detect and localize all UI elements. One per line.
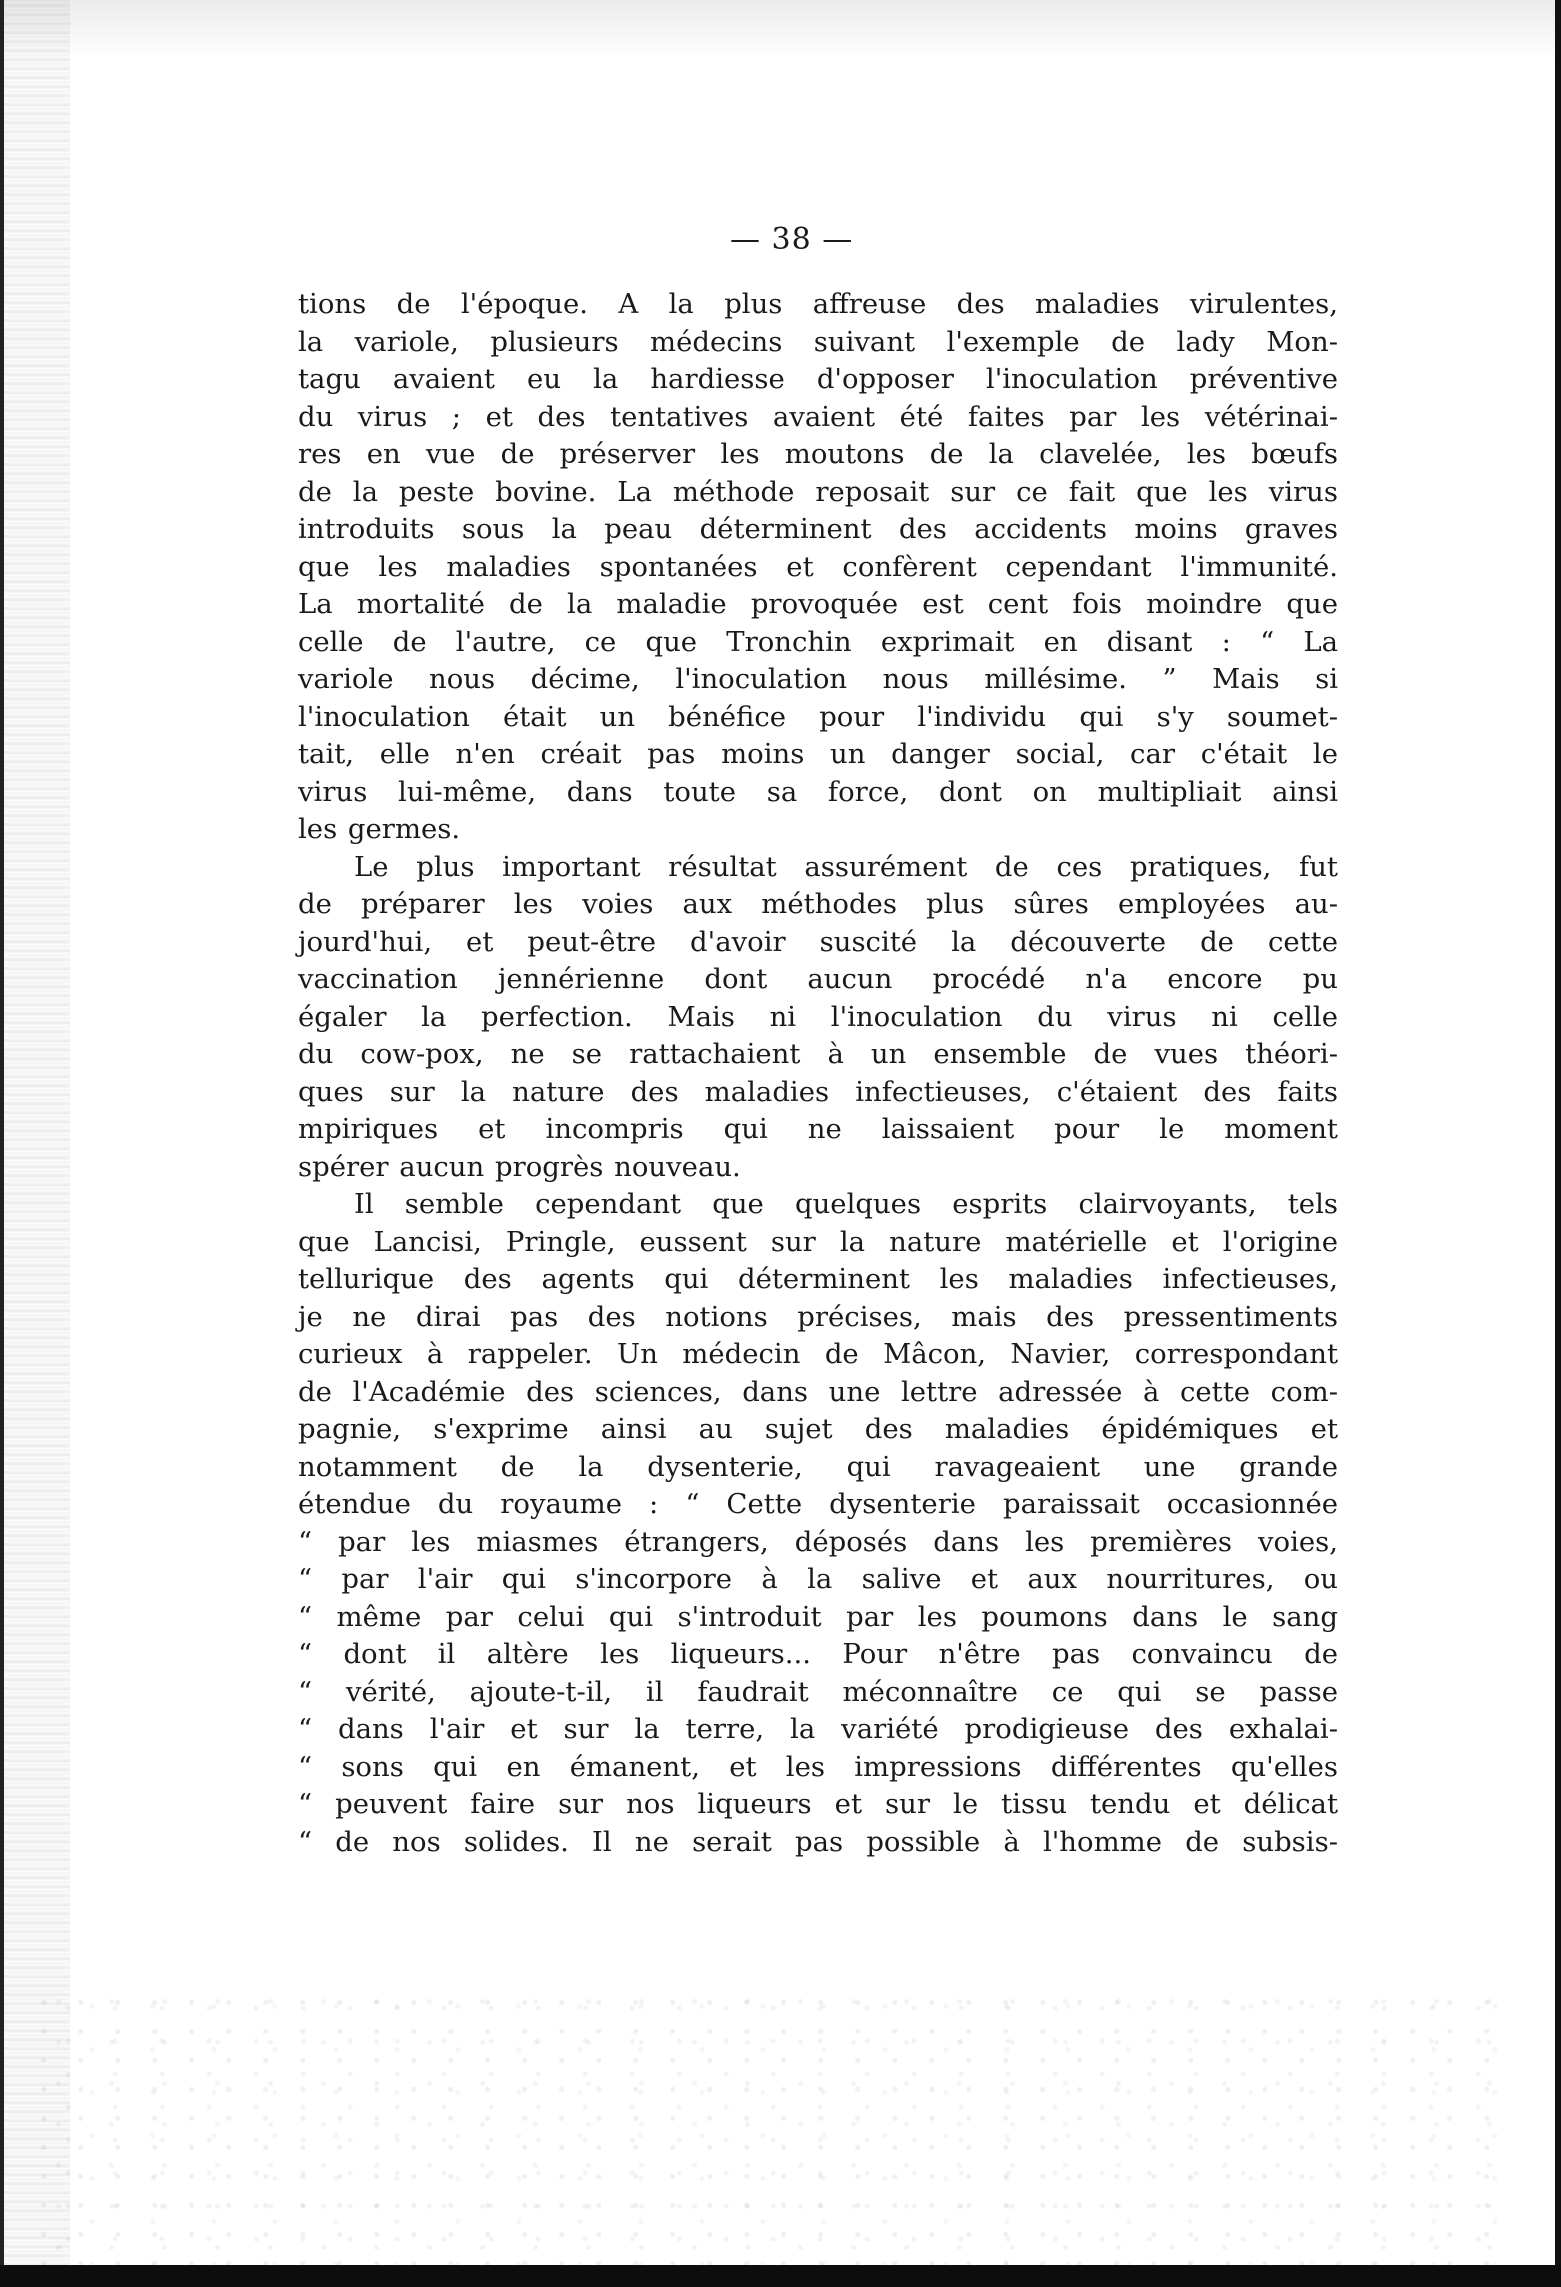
text-line: notamment de la dysenterie, qui ravageaient une grande xyxy=(298,1450,1338,1483)
text-line: de la peste bovine. La méthode reposait sur ce fait que les virus xyxy=(298,475,1338,508)
text-line: que les maladies spontanées et confèrent cependant l'immunité. xyxy=(298,550,1338,583)
text-line: ques sur la nature des maladies infectieuses, c'étaient des faits xyxy=(298,1075,1338,1108)
body-text xyxy=(298,286,1338,1861)
text-line-quote: “ dans l'air et sur la terre, la variété prodigieuse des exhalai- xyxy=(298,1713,1338,1745)
text-line-paragraph-end: les germes. xyxy=(298,813,461,845)
text-line: tait, elle n'en créait pas moins un danger social, car c'était le xyxy=(298,738,1338,770)
text-line: tions de l'époque. A la plus affreuse des maladies virulentes, xyxy=(298,288,1338,320)
scan-bottom-edge xyxy=(0,2265,1561,2287)
text-line: de préparer les voies aux méthodes plus sûres employées au- xyxy=(298,888,1338,920)
text-line-quote: “ vérité, ajoute-t-il, il faudrait méconnaître ce qui se passe xyxy=(298,1675,1338,1708)
text-line: celle de l'autre, ce que Tronchin exprimait en disant : “ La xyxy=(298,625,1338,658)
text-line: La mortalité de la maladie provoquée est cent fois moindre que xyxy=(298,588,1338,620)
text-line: pagnie, s'exprime ainsi au sujet des maladies épidémiques et xyxy=(298,1413,1338,1445)
text-line-quote: “ par les miasmes étrangers, déposés dans les premières voies, xyxy=(298,1525,1338,1558)
scan-right-edge xyxy=(1555,0,1561,2287)
text-line: jourd'hui, et peut-être d'avoir suscité la découverte de cette xyxy=(298,925,1338,958)
text-line: variole nous décime, l'inoculation nous millésime. ” Mais si xyxy=(298,663,1338,695)
text-line-paragraph-start: Il semble cependant que quelques esprits clairvoyants, tels xyxy=(354,1188,1338,1220)
text-line: étendue du royaume : “ Cette dysenterie paraissait occasionnée xyxy=(298,1488,1338,1520)
text-line: vaccination jennérienne dont aucun procédé n'a encore pu xyxy=(298,963,1338,995)
text-line: l'inoculation était un bénéfice pour l'individu qui s'y soumet- xyxy=(298,700,1338,733)
text-line: que Lancisi, Pringle, eussent sur la nature matérielle et l'origine xyxy=(298,1225,1338,1258)
text-line-paragraph-end: spérer aucun progrès nouveau. xyxy=(298,1150,741,1183)
scan-top-shadow xyxy=(0,0,1561,60)
text-line: du virus ; et des tentatives avaient été faites par les vétérinai- xyxy=(298,400,1338,433)
text-line-quote: “ dont il altère les liqueurs... Pour n'être pas convaincu de xyxy=(298,1638,1338,1670)
text-line: mpiriques et incompris qui ne laissaient pour le moment xyxy=(298,1113,1338,1145)
text-line-quote: “ sons qui en émanent, et les impressions différentes qu'elles xyxy=(298,1750,1338,1783)
text-line: la variole, plusieurs médecins suivant l'exemple de lady Mon- xyxy=(298,325,1338,358)
text-line-quote: “ par l'air qui s'incorpore à la salive et aux nourritures, ou xyxy=(298,1563,1338,1595)
text-line: égaler la perfection. Mais ni l'inoculation du virus ni celle xyxy=(298,1000,1338,1033)
text-line: du cow-pox, ne se rattachaient à un ensemble de vues théori- xyxy=(298,1038,1338,1070)
text-line-quote: “ de nos solides. Il ne serait pas possible à l'homme de subsis- xyxy=(298,1825,1338,1858)
text-line: tellurique des agents qui déterminent les maladies infectieuses, xyxy=(298,1263,1338,1295)
text-line-quote: “ peuvent faire sur nos liqueurs et sur le tissu tendu et délicat xyxy=(298,1788,1338,1820)
text-line: virus lui-même, dans toute sa force, dont on multipliait ainsi xyxy=(298,775,1338,808)
scan-left-binding-edge xyxy=(0,0,70,2287)
text-line-paragraph-start: Le plus important résultat assurément de ces pratiques, fut xyxy=(354,850,1338,883)
text-line: introduits sous la peau déterminent des accidents moins graves xyxy=(298,513,1338,545)
text-line-quote: “ même par celui qui s'introduit par les poumons dans le sang xyxy=(298,1600,1338,1633)
text-line: curieux à rappeler. Un médecin de Mâcon, Navier, correspondant xyxy=(298,1338,1338,1370)
text-line: de l'Académie des sciences, dans une lettre adressée à cette com- xyxy=(298,1375,1338,1408)
text-line: res en vue de préserver les moutons de la clavelée, les bœufs xyxy=(298,438,1338,470)
text-line: je ne dirai pas des notions précises, mais des pressentiments xyxy=(298,1300,1338,1333)
page-number: — 38 — xyxy=(730,222,854,257)
scan-bottom-speckles xyxy=(40,1985,1520,2265)
text-line: tagu avaient eu la hardiesse d'opposer l'inoculation préventive xyxy=(298,363,1338,395)
